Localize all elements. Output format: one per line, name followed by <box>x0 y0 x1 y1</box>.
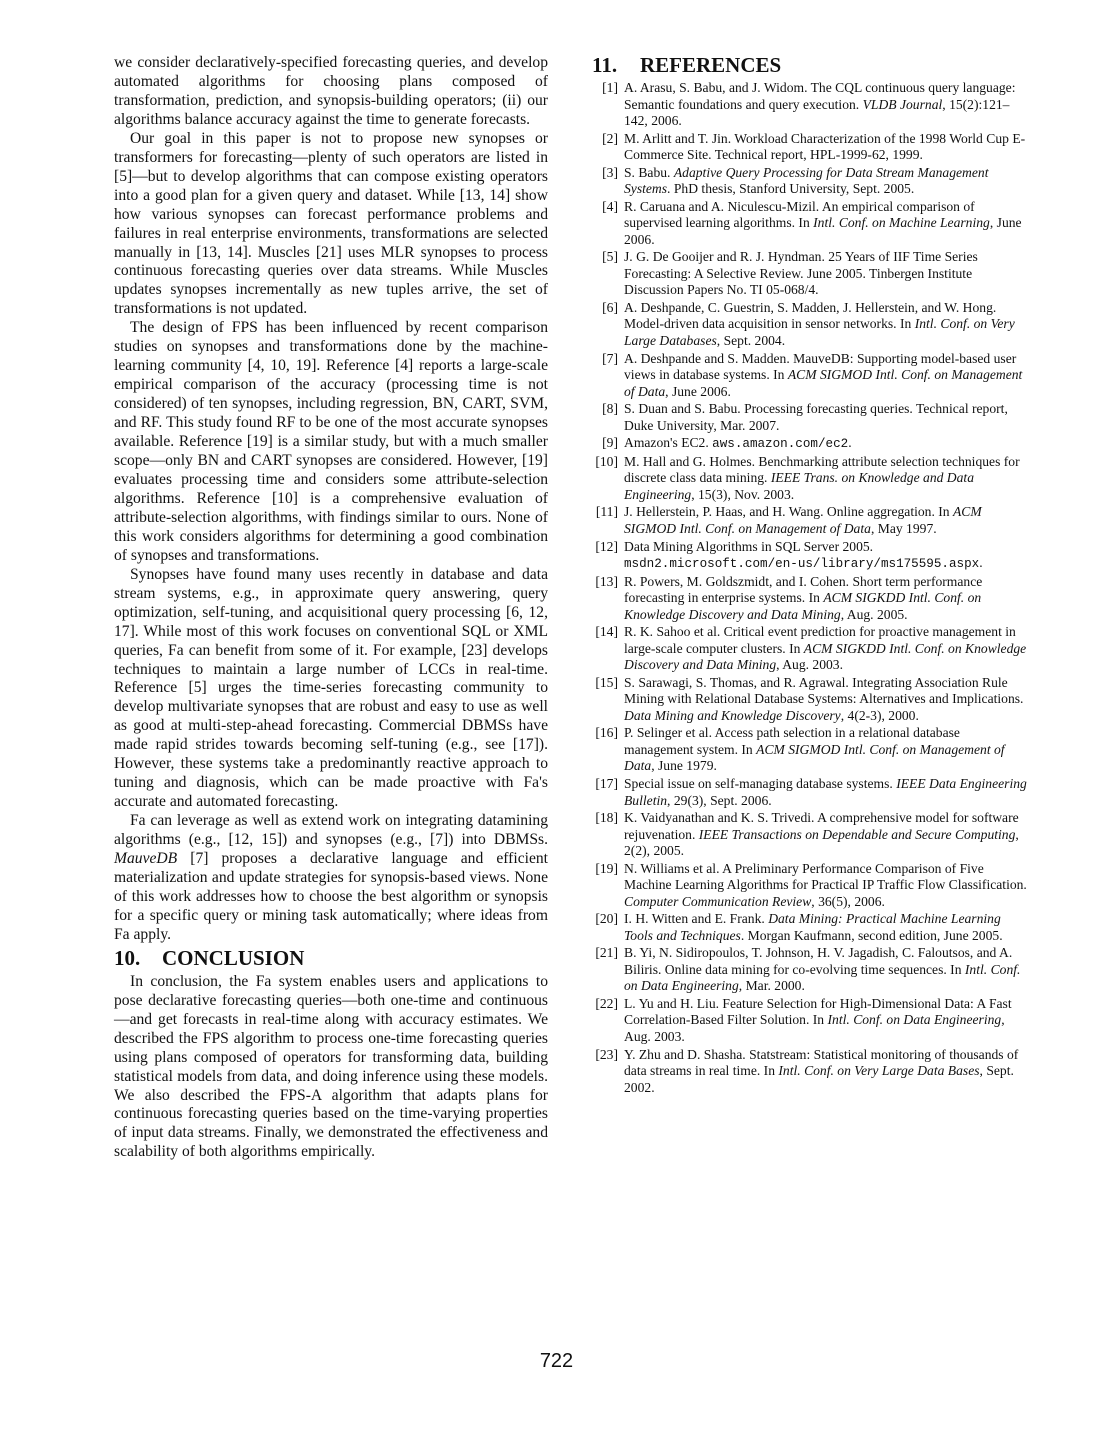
reference-text <box>624 454 1032 504</box>
reference-text <box>624 861 1032 911</box>
reference-part: , Aug. 2005. <box>840 606 908 622</box>
reference-number: [11] <box>595 504 618 520</box>
reference-url: msdn2.microsoft.com/en-us/library/ms175595.aspx <box>624 557 980 572</box>
reference-number: [21] <box>595 945 618 961</box>
reference-number: [10] <box>595 453 618 469</box>
conclusion-number: 10. <box>114 945 141 970</box>
reference-number: [23] <box>595 1046 618 1062</box>
reference-number: [4] <box>602 198 618 214</box>
reference-italic-part: Computer Communication Review <box>624 893 812 909</box>
reference-item <box>592 574 1032 624</box>
reference-italic-part: Intl. Conf. on Very Large Databases <box>624 316 1015 348</box>
reference-part: , June 2006. <box>665 383 731 399</box>
reference-item <box>592 776 1032 809</box>
reference-text <box>624 249 1032 299</box>
reference-part: , Sept. 2004. <box>716 332 786 348</box>
reference-item <box>592 911 1032 944</box>
reference-part: , 15(2):121–142, 2006. <box>624 96 1010 128</box>
reference-italic-part: ACM SIGMOD Intl. Conf. on Management of Data <box>624 741 1005 774</box>
reference-part: S. Sarawagi, S. Thomas, and R. Agrawal. Integrating Association Rule Mining with Relational Database Systems: Alternatives and Implications. <box>624 674 1024 707</box>
reference-text <box>624 1047 1032 1097</box>
reference-italic-part: VLDB Journal <box>862 96 943 112</box>
reference-part: . PhD thesis, Stanford University, Sept. 2005. <box>667 181 915 197</box>
reference-number: [9] <box>602 435 618 451</box>
reference-italic-part: IEEE Trans. on Knowledge and Data Engineering <box>624 470 974 502</box>
reference-italic-part: Intl. Conf. on Very Large Data Bases <box>778 1063 980 1079</box>
reference-part: Amazon's EC2. <box>624 435 713 451</box>
reference-number: [15] <box>595 674 618 690</box>
reference-text <box>624 165 1032 198</box>
reference-url: aws.amazon.com/ec2 <box>712 437 849 452</box>
reference-number: [8] <box>602 401 618 417</box>
reference-item <box>592 624 1032 674</box>
right-column <box>592 52 1032 1097</box>
reference-part: I. H. Witten and E. Frank. <box>624 911 769 927</box>
reference-italic-part: Intl. Conf. on Data Engineering <box>624 961 1021 994</box>
reference-part: M. Hall and G. Holmes. Benchmarking attribute selection techniques for discrete class data mining. <box>624 453 1020 486</box>
reference-number: [14] <box>595 624 618 640</box>
reference-item <box>592 249 1032 299</box>
reference-text <box>624 911 1032 944</box>
reference-part: , June 1979. <box>651 758 717 774</box>
reference-item <box>592 401 1032 434</box>
mauvedb-text-after: [7] proposes a declarative language and efficient materialization and update strategies for synopsis-based views. None of this work addresses how to choose the best algorithm or synopsis for a specific query or mining task automatically; where ideas from Fa apply. <box>114 850 548 943</box>
reference-number: [22] <box>595 995 618 1011</box>
page-number: 722 <box>539 1350 574 1372</box>
paragraph-continuation: we consider declaratively-specified forecasting queries, and develop automated algorithms for choosing plans composed of transformation, prediction, and synopsis-building operators; (ii) our algorithms balance accuracy against the time to generate forecasts. <box>114 54 548 128</box>
reference-part: , Aug. 2003. <box>624 1012 1005 1044</box>
conclusion-heading <box>114 947 548 969</box>
reference-item <box>592 435 1032 453</box>
reference-part: A. Arasu, S. Babu, and J. Widom. The CQL continuous query language: Semantic foundations and query execution. <box>624 80 1016 112</box>
reference-item <box>592 539 1032 573</box>
reference-text <box>624 675 1032 725</box>
reference-text <box>624 401 1032 434</box>
reference-part: . <box>848 435 852 451</box>
conclusion-title: CONCLUSION <box>162 945 305 970</box>
reference-part: K. Vaidyanathan and K. S. Trivedi. A comprehensive model for software rejuvenation. <box>624 810 1019 842</box>
reference-text <box>624 725 1032 775</box>
reference-number: [20] <box>595 911 618 927</box>
reference-part: R. K. Sahoo et al. Critical event prediction for proactive management in large-scale computer clusters. In <box>624 624 1016 656</box>
reference-item <box>592 454 1032 504</box>
reference-italic-part: Data Mining and Knowledge Discovery <box>624 707 841 723</box>
reference-number: [6] <box>602 299 618 315</box>
reference-text <box>624 435 1032 453</box>
reference-text <box>624 131 1032 164</box>
reference-number: [5] <box>602 249 618 265</box>
reference-text <box>624 996 1032 1046</box>
reference-number: [17] <box>595 776 618 791</box>
reference-part: , 2(2), 2005. <box>624 826 1019 859</box>
references-title: REFERENCES <box>640 53 782 77</box>
reference-item <box>592 1047 1032 1097</box>
reference-part: L. Yu and H. Liu. Feature Selection for High-Dimensional Data: A Fast Correlation-Based Filter Solution. In <box>624 995 1012 1028</box>
reference-item <box>592 351 1032 401</box>
reference-item <box>592 300 1032 350</box>
reference-item <box>592 810 1032 860</box>
reference-part: N. Williams et al. A Preliminary Performance Comparison of Five Machine Learning Algorithms for Practical IP Traffic Flow Classification. <box>624 860 1027 893</box>
reference-text <box>624 624 1032 674</box>
reference-part: J. G. De Gooijer and R. J. Hyndman. 25 Years of IIF Time Series Forecasting: A Selective Review. June 2005. Tinbergen Institute Discussion Papers No. TI 05-068/4. <box>624 249 978 298</box>
reference-item <box>592 80 1032 130</box>
reference-text <box>624 810 1032 860</box>
reference-part: S. Babu. <box>624 164 674 180</box>
references-heading <box>592 54 1032 76</box>
reference-part: , 15(3), Nov. 2003. <box>691 486 795 502</box>
reference-part: M. Arlitt and T. Jin. Workload Characterization of the 1998 World Cup E-Commerce Site. Technical report, HPL-1999-62, 1999. <box>624 130 1026 163</box>
reference-item <box>592 996 1032 1046</box>
reference-italic-part: IEEE Transactions on Dependable and Secure Computing <box>698 826 1016 842</box>
reference-part: , 4(2-3), 2000. <box>840 707 919 723</box>
reference-text <box>624 574 1032 624</box>
reference-part: S. Duan and S. Babu. Processing forecasting queries. Technical report, Duke University, Mar. 2007. <box>624 401 1008 433</box>
reference-part: , 29(3), Sept. 2006. <box>667 792 772 808</box>
reference-item <box>592 725 1032 775</box>
paragraph-mauvedb <box>114 812 548 945</box>
reference-part: R. Powers, M. Goldszmidt, and I. Cohen. Short term performance forecasting in enterprise systems. In <box>624 573 983 606</box>
reference-part: , June 2006. <box>624 215 1022 247</box>
reference-part: , Aug. 2003. <box>776 657 843 673</box>
mauvedb-italic: MauveDB <box>114 850 178 868</box>
reference-part: A. Deshpande, C. Guestrin, S. Madden, J. Hellerstein, and W. Hong. Model-driven data acquisition in sensor networks. In <box>624 299 997 332</box>
reference-number: [13] <box>595 573 618 589</box>
reference-text <box>624 539 1032 573</box>
reference-italic-part: Intl. Conf. on Data Engineering <box>827 1012 1002 1028</box>
reference-part: B. Yi, N. Sidiropoulos, T. Johnson, H. V. Jagadish, C. Faloutsos, and A. Biliris. Online data mining for co-evolving time sequences. In <box>624 945 1013 977</box>
reference-list <box>592 80 1032 1096</box>
reference-text <box>624 351 1032 401</box>
reference-italic-part: Data Mining: Practical Machine Learning Tools and Techniques <box>624 911 1001 943</box>
reference-number: [19] <box>595 860 618 876</box>
paragraph-synopses-uses: Synopses have found many uses recently in database and data stream systems, e.g., in approximate query answering, query optimization, self-tuning, and acquisitional query processing [6, 12, 17]. While most of this work focuses on conventional SQL or XML queries, Fa can benefit from some of it. For example, [23] develops techniques to maintain a large number of LCCs in real-time. Reference [5] urges the time-series forecasting community to develop multivariate synopses that are robust and easy to use as well as good at multi-step-ahead forecasting. Commercial DBMSs have made rapid strides towards becoming self-tuning (e.g., see [17]). However, these systems take a predominantly reactive approach to tuning and diagnosis, which can be made proactive with Fa's accurate and automated forecasting. <box>114 565 548 811</box>
reference-text <box>624 300 1032 350</box>
reference-part: . Morgan Kaufmann, second edition, June 2005. <box>740 927 1003 943</box>
reference-italic-part: ACM SIGKDD Intl. Conf. on Knowledge Discovery and Data Mining <box>624 640 1027 673</box>
paragraph-fps-design: The design of FPS has been influenced by recent comparison studies on synopses and transformations done by the machine-learning community [4, 10, 19]. Reference [4] reports a large-scale empirical comparison of the accuracy (processing time is not considered) of ten synopses, including regression, BN, CART, SVM, and RF. This study found RF to be one of the most accurate synopses available. Reference [19] is a similar study, but with a much smaller scope—only BN and CART synopses are considered. However, [19] evaluates processing time and considers some attribute-selection algorithms. Reference [10] is a comprehensive evaluation of attribute-selection algorithms, with findings similar to ours. None of this work considers algorithms for determining a good combination of synopses and transformations. <box>114 319 548 564</box>
reference-item <box>592 504 1032 537</box>
reference-text <box>624 776 1032 809</box>
reference-part: , 36(5), 2006. <box>811 893 885 909</box>
reference-number: [7] <box>602 350 618 366</box>
reference-part: Special issue on self-managing database systems. <box>624 776 897 791</box>
reference-part: R. Caruana and A. Niculescu-Mizil. An empirical comparison of supervised learning algorithms. In <box>624 198 975 231</box>
reference-part: A. Deshpande and S. Madden. MauveDB: Supporting model-based user views in database systems. In <box>624 350 1017 383</box>
reference-italic-part: IEEE Data Engineering Bulletin <box>624 776 1027 808</box>
reference-italic-part: ACM SIGKDD Intl. Conf. on Knowledge Discovery and Data Mining <box>624 590 982 622</box>
references-number: 11. <box>592 53 618 77</box>
reference-part: J. Hellerstein, P. Haas, and H. Wang. Online aggregation. In <box>624 504 953 520</box>
mauvedb-text-before: Fa can leverage as well as extend work on integrating datamining algorithms (e.g., [12, 15]) and synopses (e.g., [7]) into DBMSs. <box>114 812 548 849</box>
paragraph-conclusion: In conclusion, the Fa system enables users and applications to pose declarative forecasting queries—both one-time and continuous—and get forecasts in real-time along with accuracy estimates. We described the FPS algorithm to process one-time forecasting queries using plans composed of operators for transforming data, building statistical models from data, and doing inference using these models. We also described the FPS-A algorithm that adapts plans for continuous forecasting queries based on the time-varying properties of input data streams. Finally, we demonstrated the effectiveness and scalability of both algorithms empirically. <box>114 972 548 1161</box>
reference-item <box>592 945 1032 995</box>
reference-number: [16] <box>595 725 618 741</box>
reference-part: Data Mining Algorithms in SQL Server 2005. <box>624 538 874 554</box>
reference-text <box>624 199 1032 249</box>
reference-number: [12] <box>595 538 618 554</box>
reference-item <box>592 199 1032 249</box>
reference-item <box>592 861 1032 911</box>
reference-text <box>624 945 1032 995</box>
reference-number: [3] <box>602 164 618 180</box>
reference-number: [1] <box>602 80 618 95</box>
reference-item <box>592 131 1032 164</box>
reference-text <box>624 80 1032 130</box>
reference-part: Y. Zhu and D. Shasha. Statstream: Statistical monitoring of thousands of data streams in real time. In <box>624 1046 1019 1079</box>
reference-italic-part: ACM SIGMOD Intl. Conf. on Management of Data <box>624 367 1023 399</box>
reference-italic-part: Intl. Conf. on Machine Learning <box>813 215 990 231</box>
reference-number: [18] <box>595 810 618 826</box>
reference-item <box>592 675 1032 725</box>
reference-italic-part: Adaptive Query Processing for Data Stream Management Systems <box>624 164 989 197</box>
reference-number: [2] <box>602 130 618 146</box>
reference-italic-part: ACM SIGMOD Intl. Conf. on Management of Data <box>624 504 982 536</box>
reference-part: , Sept. 2002. <box>624 1063 1014 1095</box>
reference-item <box>592 165 1032 198</box>
reference-part: , May 1997. <box>870 520 937 536</box>
reference-part: , Mar. 2000. <box>738 978 805 994</box>
left-column <box>114 54 548 1162</box>
paragraph-goal: Our goal in this paper is not to propose new synopses or transformers for forecasting—plenty of such operators are listed in [5]—but to develop algorithms that can compose existing operators into a good plan for a given query and dataset. While [13, 14] show how various synopses can forecast performance problems and failures in real enterprise environments, transformations are selected manually in [13, 14]. Muscles [21] uses MLR synopses to process continuous forecasting queries over data streams. While Muscles updates synopses incrementally as new tuples arrive, the set of transformations is not updated. <box>114 129 548 318</box>
reference-part: P. Selinger et al. Access path selection in a relational database management system. In <box>624 725 960 757</box>
reference-text <box>624 504 1032 537</box>
reference-part: . <box>979 555 983 571</box>
